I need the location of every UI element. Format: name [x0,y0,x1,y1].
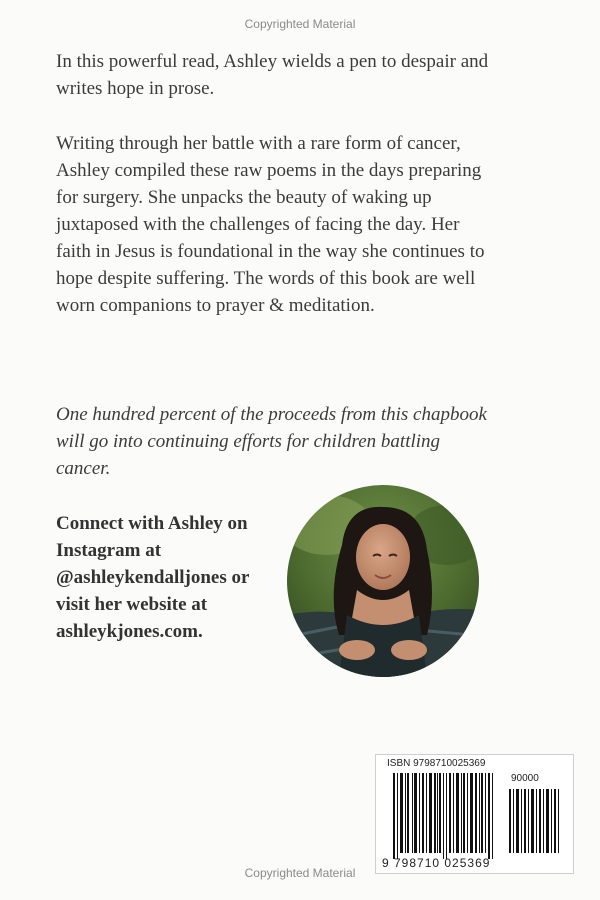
isbn-label: ISBN 9798710025369 [387,758,486,769]
barcode-box [375,754,574,874]
ean-digits: 9 798710 025369 [382,856,491,870]
author-portrait-image [287,485,479,677]
proceeds-paragraph: One hundred percent of the proceeds from this chapbook will go into continuing efforts for children battling cancer. [56,404,487,479]
copyright-watermark-top: Copyrighted Material [244,17,356,31]
copyright-watermark-bottom: Copyrighted Material [244,866,356,880]
body-paragraph: Writing through her battle with a rare form of cancer, Ashley compiled these raw poems in the days preparing for surgery. She unpacks the beauty of waking up juxtaposed with the challenges of facing the day. Her faith in Jesus is foundational in the way she continues to hope despite suffering. The words of this book are well worn companions to prayer & meditation. [56,133,485,316]
connect-info: Connect with Ashley on Instagram at @ashleykendalljones or visit her website at ashleykjones.com. [56,513,250,642]
price-code-label: 90000 [511,773,539,784]
intro-paragraph: In this powerful read, Ashley wields a pen to despair and writes hope in prose. [56,51,489,99]
author-photo [287,485,479,677]
